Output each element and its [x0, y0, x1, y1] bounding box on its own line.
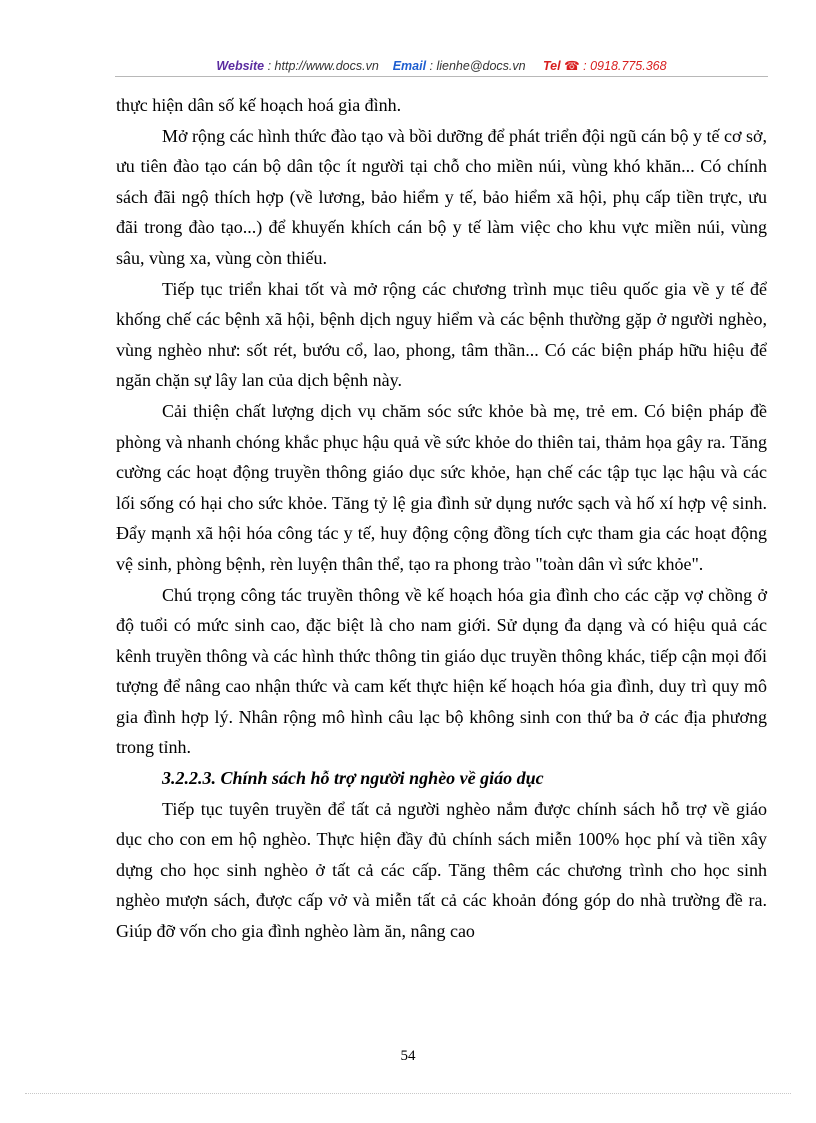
paragraph: Tiếp tục tuyên truyền để tất cả người nghèo nắm được chính sách hỗ trợ về giáo dục cho con em hộ nghèo. Thực hiện đầy đủ chính sách miễn 100% học phí và tiền xây dựng cho học sinh nghèo ở tất cả các cấp. Tăng thêm các chương trình cho học sinh nghèo mượn sách, được cấp vở và miễn tất cả các khoản đóng góp do nhà trường đề ra. Giúp đỡ vốn cho gia đình nghèo làm ăn, nâng cao	[116, 798, 767, 942]
page-bottom-divider	[25, 1093, 791, 1094]
tel-value: : 0918.775.368	[583, 59, 667, 73]
page-header	[115, 58, 768, 73]
website-value[interactable]: : http://www.docs.vn	[267, 59, 379, 73]
document-body	[116, 90, 767, 947]
website-label: Website	[216, 59, 265, 73]
paragraph-continuation: thực hiện dân số kế hoạch hoá gia đình.	[116, 95, 402, 115]
header-divider	[115, 76, 768, 77]
paragraph: Cải thiện chất lượng dịch vụ chăm sóc sức khỏe bà mẹ, trẻ em. Có biện pháp đề phòng và nhanh chóng khắc phục hậu quả về sức khỏe do thiên tai, thảm họa gây ra. Tăng cường các hoạt động truyền thông giáo dục sức khỏe, hạn chế các tập tục lạc hậu và các lối sống có hại cho sức khỏe. Tăng tỷ lệ gia đình sử dụng nước sạch và hố xí hợp vệ sinh. Đẩy mạnh xã hội hóa công tác y tế, huy động cộng đồng tích cực tham gia các hoạt động vệ sinh, phòng bệnh, rèn luyện thân thể, tạo ra phong trào "toàn dân vì sức khỏe".	[116, 400, 767, 574]
tel-label: Tel	[542, 59, 561, 73]
email-value[interactable]: : lienhe@docs.vn	[429, 59, 526, 73]
paragraph: Chú trọng công tác truyền thông về kế hoạch hóa gia đình cho các cặp vợ chồng ở độ tuổi có mức sinh cao, đặc biệt là cho nam giới. Sử dụng đa dạng và có hiệu quả các kênh truyền thông và các hình thức thông tin giáo dục truyền thông khác, tiếp cận mọi đối tượng để nâng cao nhận thức và cam kết thực hiện kế hoạch hóa gia đình, duy trì quy mô gia đình hợp lý. Nhân rộng mô hình câu lạc bộ không sinh con thứ ba ở các địa phương trong tỉnh.	[116, 584, 767, 758]
page-number: 54	[400, 1048, 416, 1064]
paragraph: Tiếp tục triển khai tốt và mở rộng các chương trình mục tiêu quốc gia về y tế để khống chế các bệnh xã hội, bệnh dịch nguy hiểm và các bệnh thường gặp ở người nghèo, vùng nghèo như: sốt rét, bướu cổ, lao, phong, tâm thần... Có các biện pháp hữu hiệu để ngăn chặn sự lây lan của dịch bệnh này.	[116, 278, 767, 391]
email-label: Email	[392, 59, 427, 73]
section-heading: 3.2.2.3. Chính sách hỗ trợ người nghèo về giáo dục	[162, 768, 544, 789]
paragraph: Mở rộng các hình thức đào tạo và bồi dưỡng để phát triển đội ngũ cán bộ y tế cơ sở, ưu tiên đào tạo cán bộ dân tộc ít người tại chỗ cho miền núi, vùng khó khăn... Có chính sách đãi ngộ thích hợp (về lương, bảo hiểm y tế, bảo hiểm xã hội, phụ cấp tiền trực, ưu đãi trong đào tạo...) để khuyến khích cán bộ y tế làm việc cho khu vực miền núi, vùng sâu, vùng xa, vùng còn thiếu.	[116, 125, 767, 268]
phone-icon: ☎	[564, 59, 580, 73]
